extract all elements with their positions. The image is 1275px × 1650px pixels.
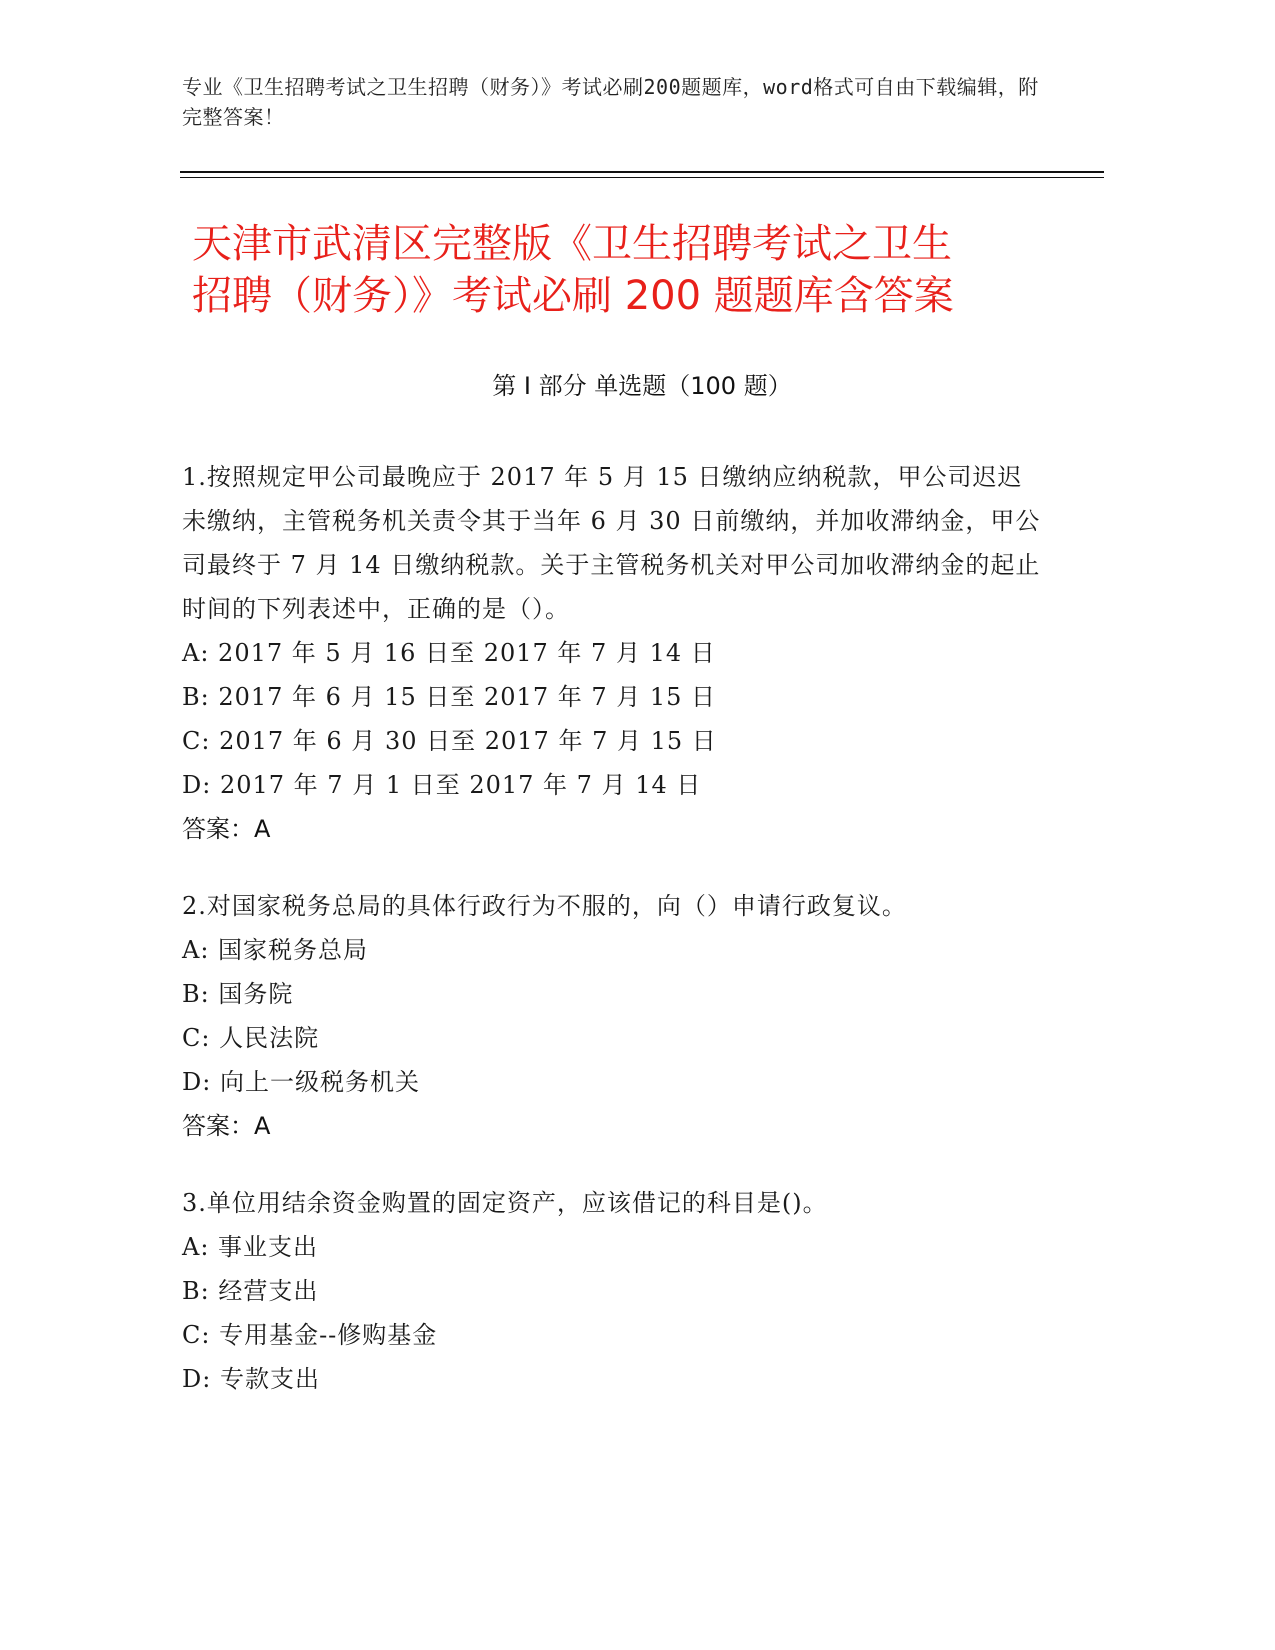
answer: 答案：A — [182, 1112, 271, 1140]
header-note: 专业《卫生招聘考试之卫生招聘（财务）》考试必刷200题题库，word格式可自由下载编辑，附完整答案！ — [182, 75, 1039, 129]
document-title-line-2: 招聘（财务）》考试必刷 200 题题库含答案 — [192, 273, 954, 319]
answer: 答案：A — [182, 815, 271, 843]
option-c: C: 专用基金--修购基金 — [182, 1321, 438, 1349]
question-list — [182, 455, 1042, 1434]
header-divider-thick — [180, 171, 1104, 173]
section-title: 第 I 部分 单选题（100 题） — [492, 372, 792, 400]
question-2 — [182, 884, 1042, 1148]
option-c: C: 2017 年 6 月 30 日至 2017 年 7 月 15 日 — [182, 727, 717, 755]
option-d: D: 2017 年 7 月 1 日至 2017 年 7 月 14 日 — [182, 771, 702, 799]
question-stem: 3.单位用结余资金购置的固定资产，应该借记的科目是()。 — [182, 1189, 828, 1217]
option-b: B: 2017 年 6 月 15 日至 2017 年 7 月 15 日 — [182, 683, 717, 711]
option-c: C: 人民法院 — [182, 1024, 320, 1052]
document-title — [192, 218, 1092, 322]
option-a: A: 事业支出 — [182, 1233, 319, 1261]
question-stem: 2.对国家税务总局的具体行政行为不服的，向（）申请行政复议。 — [182, 892, 907, 920]
option-d: D: 专款支出 — [182, 1365, 320, 1393]
document-title-line-1: 天津市武清区完整版《卫生招聘考试之卫生 — [192, 221, 952, 267]
option-a: A: 国家税务总局 — [182, 936, 369, 964]
option-b: B: 经营支出 — [182, 1277, 319, 1305]
header-divider-thin — [180, 177, 1104, 178]
question-stem: 1.按照规定甲公司最晚应于 2017 年 5 月 15 日缴纳应纳税款，甲公司迟迟未缴纳，主管税务机关责令其于当年 6 月 30 日前缴纳，并加收滞纳金，甲公司最终于 7 月 14 日缴纳税款。关于主管税务机关对甲公司加收滞纳金的起止时间的下列表述中，正确的是（）。 — [182, 463, 1041, 623]
option-b: B: 国务院 — [182, 980, 294, 1008]
option-a: A: 2017 年 5 月 16 日至 2017 年 7 月 14 日 — [182, 639, 716, 667]
option-d: D: 向上一级税务机关 — [182, 1068, 420, 1096]
question-3 — [182, 1181, 1042, 1401]
question-1 — [182, 455, 1042, 851]
